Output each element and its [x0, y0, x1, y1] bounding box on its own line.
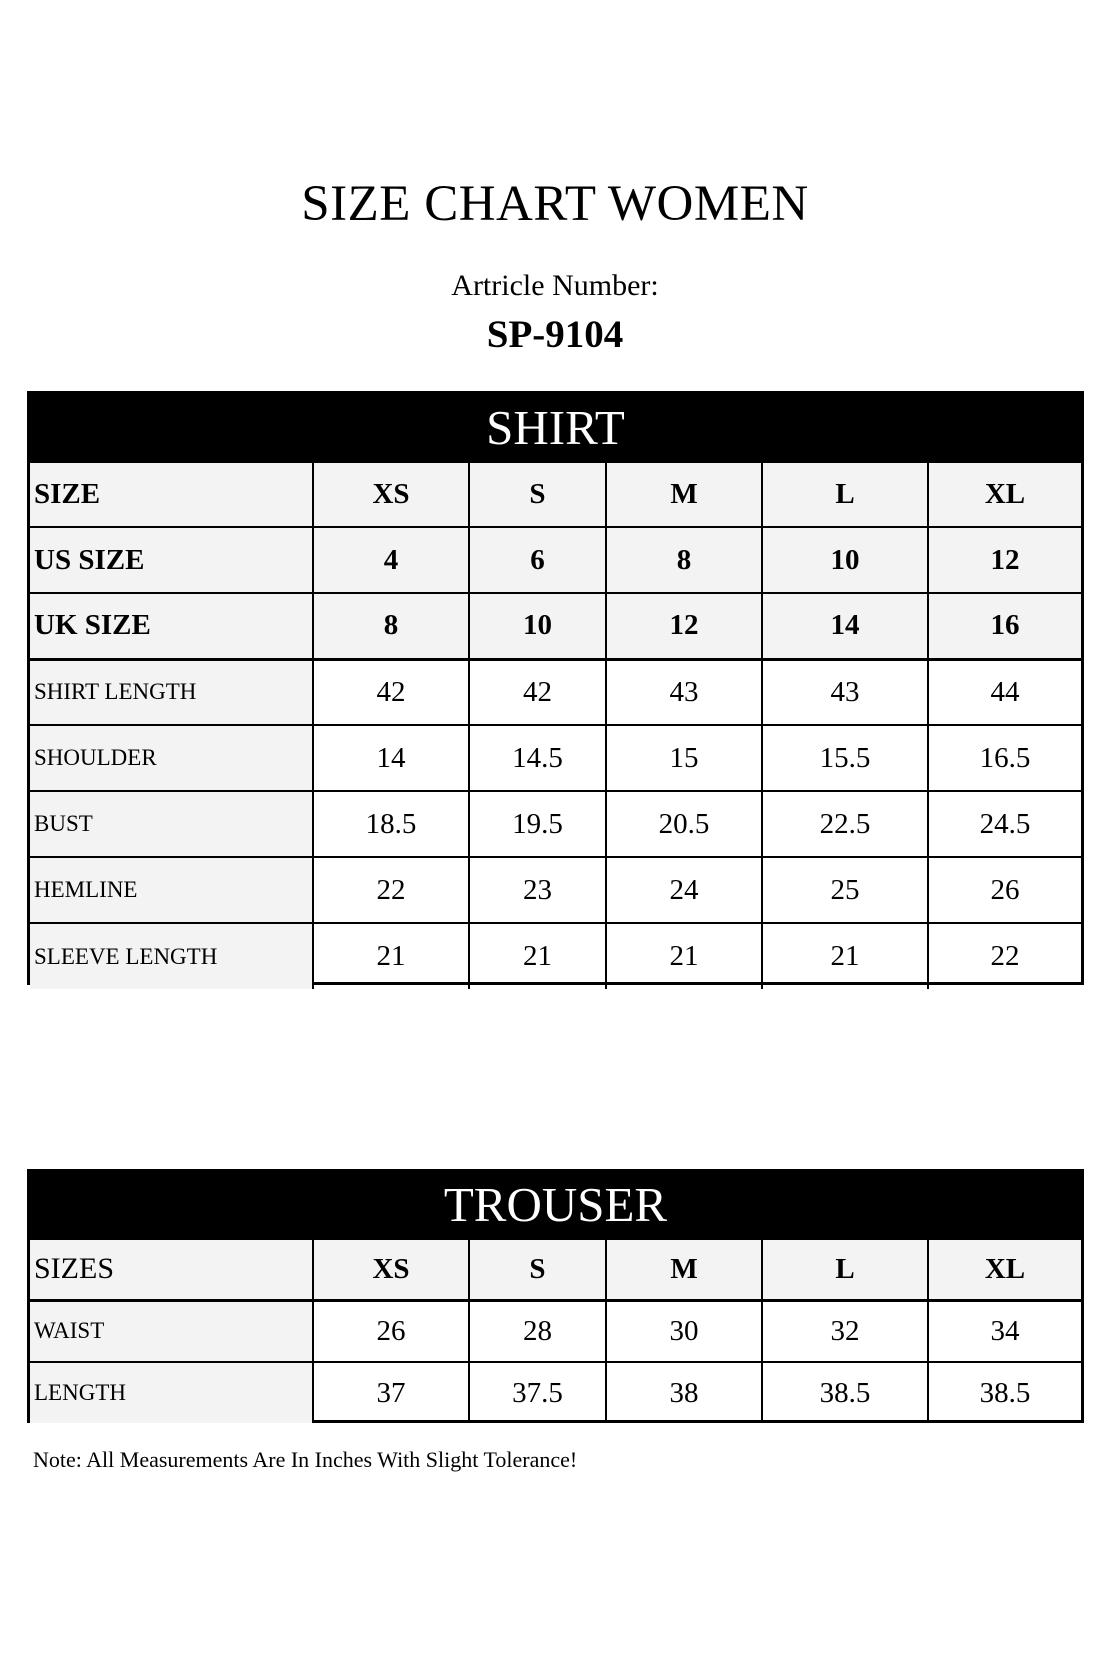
table-cell: 12 [606, 593, 762, 659]
us-size-label: US SIZE [30, 527, 313, 593]
table-row [30, 725, 1081, 791]
table-row [30, 857, 1081, 923]
table-cell: 22.5 [762, 791, 928, 857]
size-header-cell: L [762, 1239, 928, 1300]
table-cell: 43 [606, 659, 762, 725]
table-cell: 14.5 [469, 725, 606, 791]
trouser-table-grid [30, 1238, 1081, 1423]
shirt-table-heading: SHIRT [30, 394, 1081, 461]
table-cell: 21 [606, 923, 762, 989]
table-cell: 20.5 [606, 791, 762, 857]
size-header-cell: XL [928, 1239, 1081, 1300]
table-cell: 37.5 [469, 1362, 606, 1423]
table-cell: 8 [313, 593, 469, 659]
table-cell: 42 [469, 659, 606, 725]
table-cell: 43 [762, 659, 928, 725]
size-header-cell: L [762, 462, 928, 527]
table-cell: 28 [469, 1300, 606, 1362]
size-header-cell: S [469, 1239, 606, 1300]
shirt-size-table [27, 391, 1084, 985]
table-cell: 22 [313, 857, 469, 923]
table-cell: 30 [606, 1300, 762, 1362]
table-row [30, 1300, 1081, 1362]
table-cell: 21 [469, 923, 606, 989]
article-number: SP-9104 [486, 313, 624, 356]
trouser-table-heading: TROUSER [30, 1172, 1081, 1238]
table-cell: 10 [469, 593, 606, 659]
size-header-cell: M [606, 462, 762, 527]
table-cell: 16 [928, 593, 1081, 659]
table-cell: 14 [313, 725, 469, 791]
table-cell: 38.5 [762, 1362, 928, 1423]
size-header-cell: XL [928, 462, 1081, 527]
table-cell: 44 [928, 659, 1081, 725]
table-cell: 26 [313, 1300, 469, 1362]
uk-size-label: UK SIZE [30, 593, 313, 659]
size-header-cell: M [606, 1239, 762, 1300]
table-cell: 38.5 [928, 1362, 1081, 1423]
shirt-size-header-row [30, 462, 1081, 527]
table-cell: 18.5 [313, 791, 469, 857]
table-row [30, 791, 1081, 857]
table-cell: 23 [469, 857, 606, 923]
table-cell: 37 [313, 1362, 469, 1423]
row-label: SHIRT LENGTH [30, 659, 313, 725]
table-row [30, 923, 1081, 989]
table-cell: 22 [928, 923, 1081, 989]
table-cell: 42 [313, 659, 469, 725]
table-cell: 12 [928, 527, 1081, 593]
table-cell: 38 [606, 1362, 762, 1423]
table-cell: 15 [606, 725, 762, 791]
trouser-size-table [27, 1169, 1084, 1423]
row-label: LENGTH [30, 1362, 313, 1423]
table-cell: 24 [606, 857, 762, 923]
table-cell: 21 [313, 923, 469, 989]
table-cell: 21 [762, 923, 928, 989]
table-cell: 16.5 [928, 725, 1081, 791]
page-title: SIZE CHART WOMEN [301, 176, 809, 232]
size-header-cell: XS [313, 462, 469, 527]
table-cell: 8 [606, 527, 762, 593]
size-header-cell: XS [313, 1239, 469, 1300]
table-row [30, 659, 1081, 725]
uk-size-row [30, 593, 1081, 659]
measurement-note: Note: All Measurements Are In Inches With Slight Tolerance! [33, 1447, 578, 1472]
row-label: HEMLINE [30, 857, 313, 923]
row-label: SHOULDER [30, 725, 313, 791]
row-label: BUST [30, 791, 313, 857]
us-size-row [30, 527, 1081, 593]
table-cell: 15.5 [762, 725, 928, 791]
table-cell: 32 [762, 1300, 928, 1362]
table-cell: 25 [762, 857, 928, 923]
table-cell: 6 [469, 527, 606, 593]
sizes-label: SIZES [30, 1239, 313, 1300]
row-label: SLEEVE LENGTH [30, 923, 313, 989]
table-cell: 10 [762, 527, 928, 593]
table-cell: 24.5 [928, 791, 1081, 857]
article-number-label: Artricle Number: [451, 269, 659, 302]
table-cell: 14 [762, 593, 928, 659]
size-header-cell: S [469, 462, 606, 527]
table-cell: 19.5 [469, 791, 606, 857]
shirt-table-grid [30, 461, 1081, 989]
size-label: SIZE [30, 462, 313, 527]
table-cell: 34 [928, 1300, 1081, 1362]
table-cell: 26 [928, 857, 1081, 923]
table-cell: 4 [313, 527, 469, 593]
row-label: WAIST [30, 1300, 313, 1362]
trouser-size-header-row [30, 1239, 1081, 1300]
table-row [30, 1362, 1081, 1423]
